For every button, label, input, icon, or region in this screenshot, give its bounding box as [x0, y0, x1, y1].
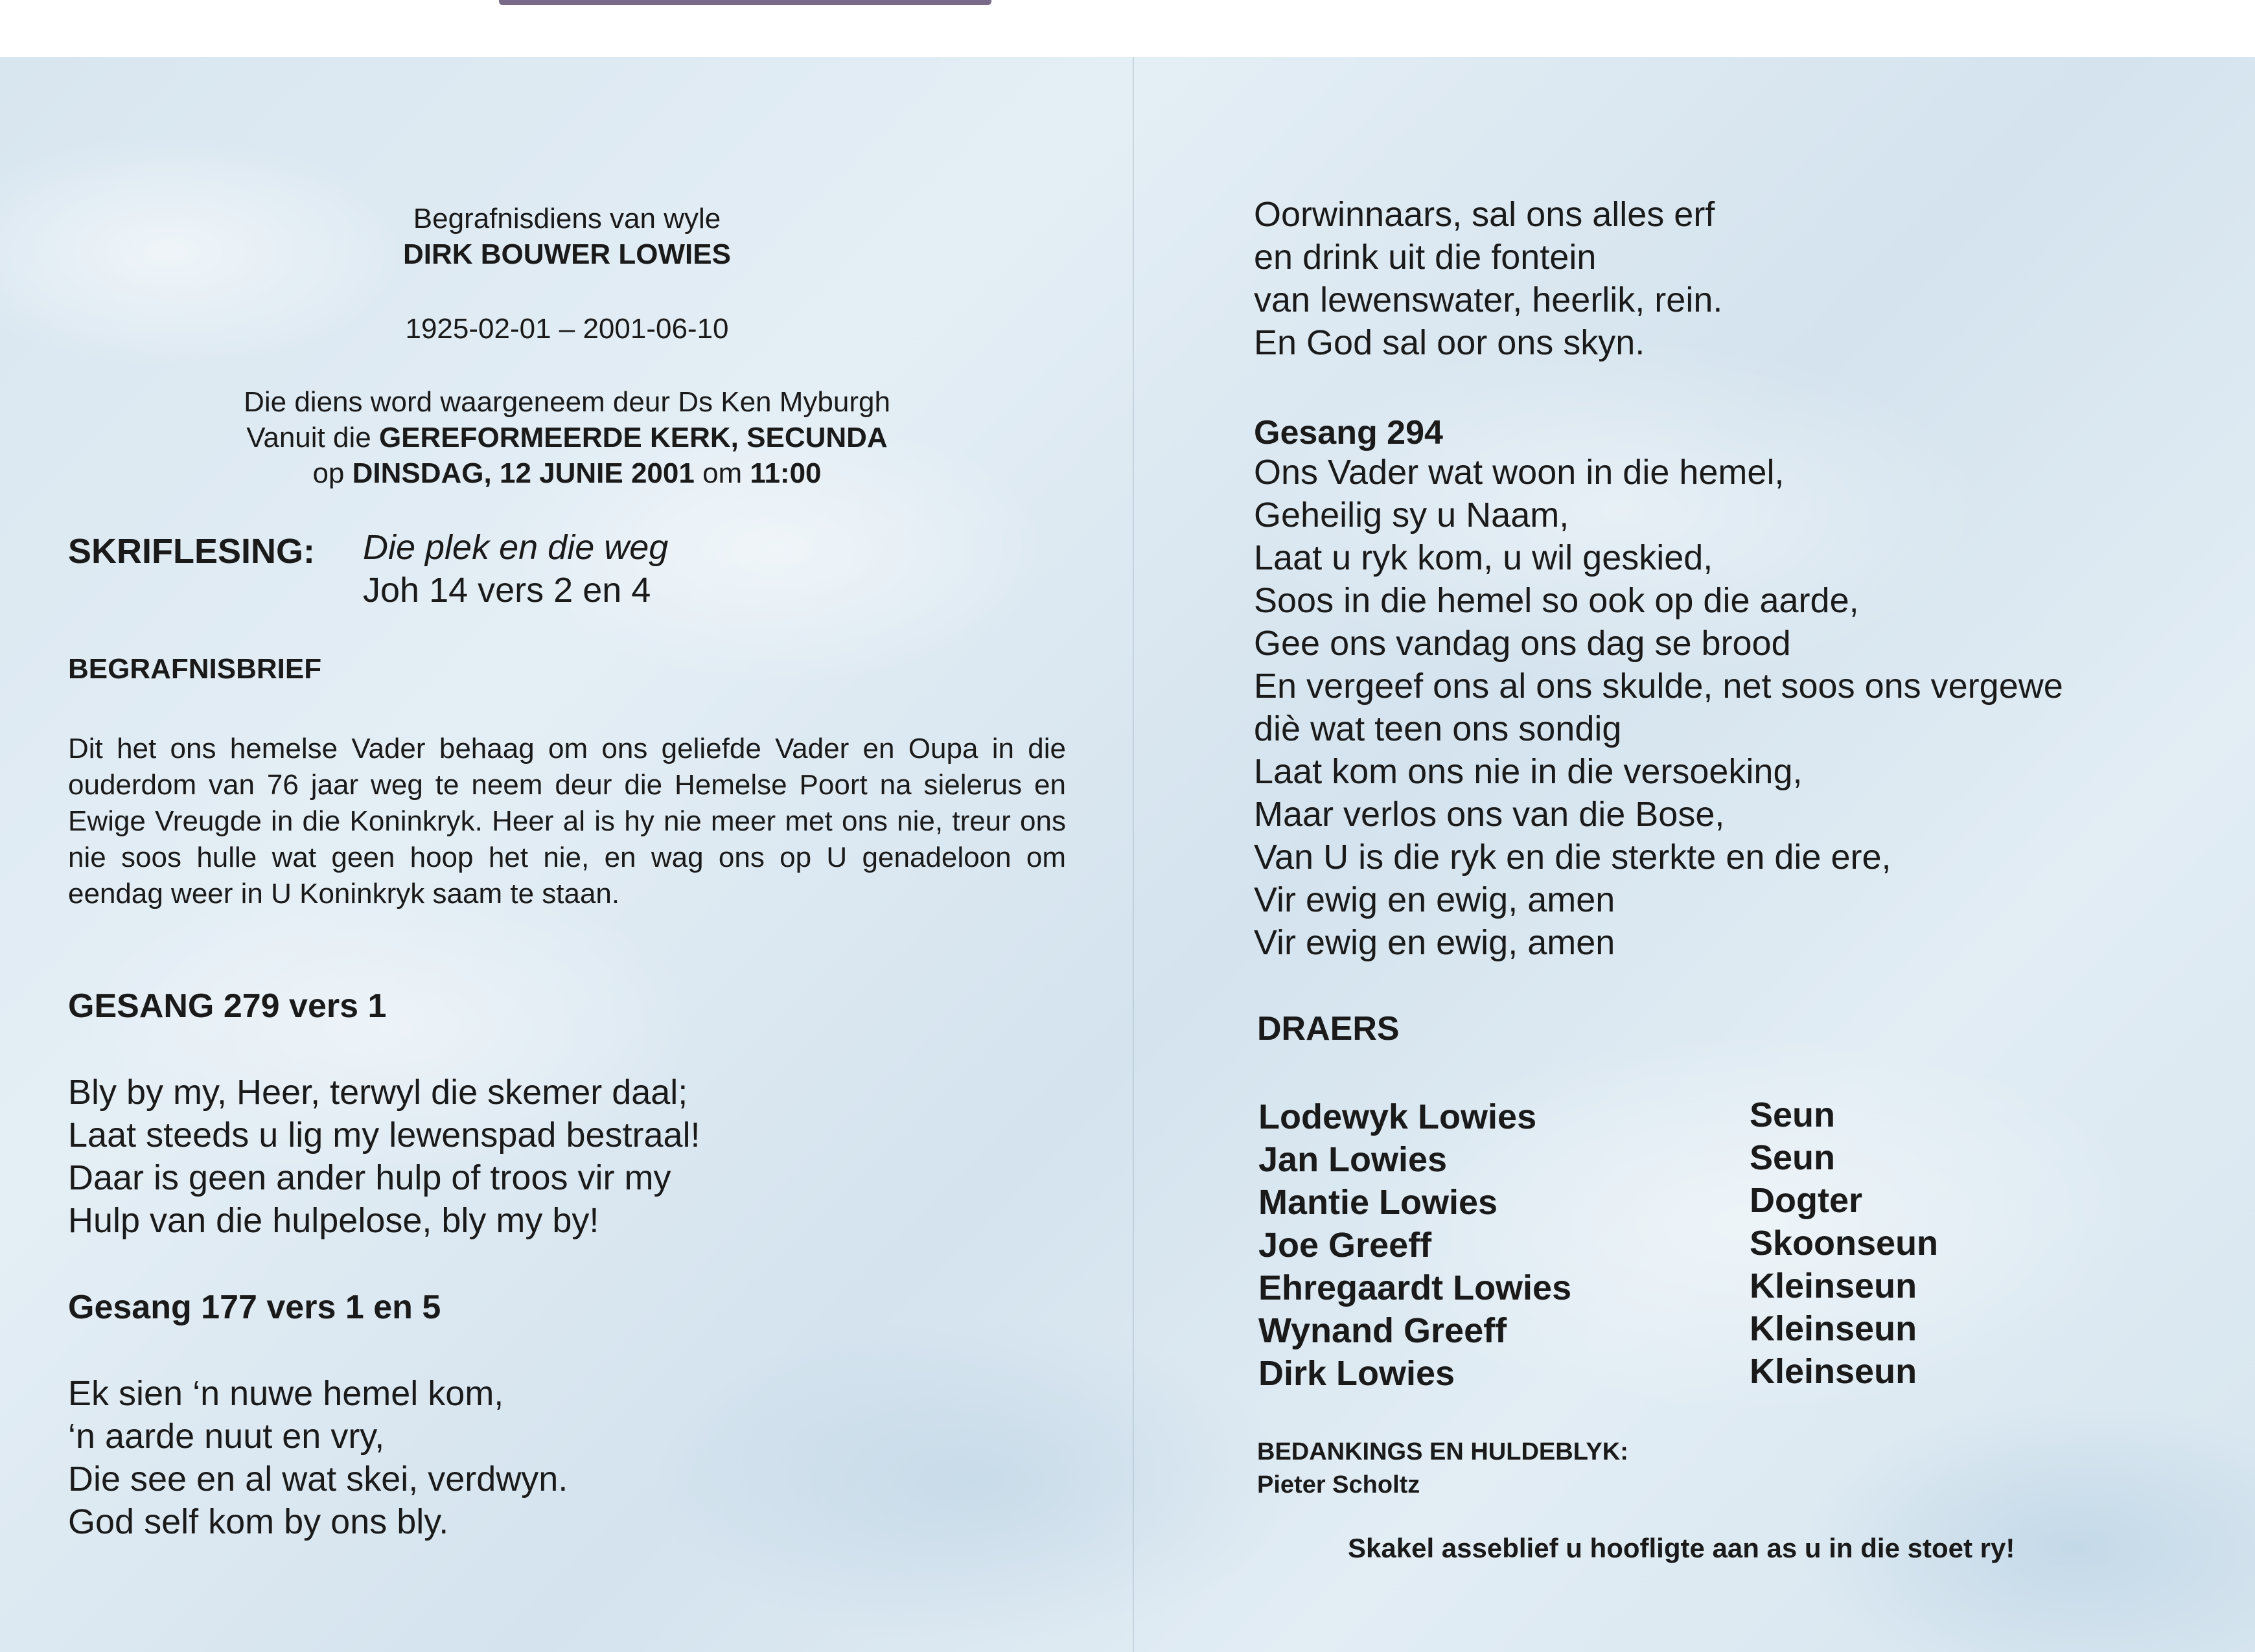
- page-fold: [1133, 57, 1134, 1652]
- bearer-name: Dirk Lowies: [1258, 1354, 1455, 1393]
- scan-margin: [0, 0, 2255, 57]
- service-date: DINSDAG, 12 JUNIE 2001: [352, 457, 695, 489]
- skriflesing-title: Die plek en die weg: [363, 528, 669, 567]
- hymn1-text: [68, 1071, 700, 1242]
- bearer-name: Lodewyk Lowies: [1258, 1097, 1537, 1136]
- thanks-heading: BEDANKINGS EN HULDEBLYK:: [1257, 1438, 1628, 1465]
- bearer-relation: Kleinseun: [1750, 1352, 1917, 1391]
- hymn-line: van lewenswater, heerlik, rein.: [1254, 281, 1723, 319]
- hymn-line: Ons Vader wat woon in die hemel,: [1254, 453, 1785, 492]
- bearer-relation: Skoonseun: [1750, 1224, 1939, 1263]
- hymn-line: Bly by my, Heer, terwyl die skemer daal;: [68, 1073, 688, 1112]
- service-time: 11:00: [750, 457, 822, 489]
- hymn2-continued: [1254, 193, 1722, 364]
- skriflesing-reference: Joh 14 vers 2 en 4: [363, 571, 651, 610]
- life-dates: 1925-02-01 – 2001-06-10: [405, 313, 729, 345]
- hymn-line: Van U is die ryk en die sterkte en die ere,: [1254, 838, 1891, 877]
- church-name: GEREFORMEERDE KERK, SECUNDA: [378, 422, 888, 453]
- scan-edge-line: [499, 0, 991, 5]
- hymn-line: Soos in die hemel so ook op die aarde,: [1254, 581, 1859, 620]
- hymn-line: Hulp van die hulpelose, bly my by!: [68, 1201, 599, 1240]
- bearer-relation: Kleinseun: [1750, 1309, 1917, 1348]
- hymn3-heading: Gesang 294: [1254, 414, 1443, 452]
- bearer-name: Wynand Greeff: [1258, 1311, 1507, 1350]
- bearers-relations: [1750, 1094, 1938, 1393]
- hymn-line: Ek sien ‘n nuwe hemel kom,: [68, 1374, 504, 1413]
- hymn-line: Vir ewig en ewig, amen: [1254, 923, 1615, 962]
- bearer-name: Joe Greeff: [1258, 1226, 1432, 1265]
- date-time-line: op DINSDAG, 12 JUNIE 2001 om 11:00: [312, 457, 822, 489]
- hymn-line: En God sal oor ons skyn.: [1254, 323, 1645, 362]
- funeral-program-sheet: [0, 57, 2255, 1652]
- brief-text: Dit het ons hemelse Vader behaag om ons geliefde Vader en Oupa in die ouderdom van 76 jaar weg te neem deur die Hemelse Poort na sielerus en Ewige Vreugde in die Koninkryk. Heer al is hy nie meer met ons nie, treur ons nie soos hulle wat geen hoop het nie, en wag ons op U genadeloon om eendag weer in U Koninkryk saam te staan.: [68, 733, 1066, 910]
- bearers-names: [1258, 1096, 1571, 1395]
- hymn-line: God self kom by ons bly.: [68, 1502, 449, 1541]
- hymn-line: Laat kom ons nie in die versoeking,: [1254, 752, 1803, 791]
- bearer-relation: Seun: [1750, 1096, 1836, 1134]
- skriflesing-label: SKRIFLESING:: [68, 532, 316, 571]
- hymn2-text: [68, 1372, 568, 1543]
- bearer-name: Mantie Lowies: [1258, 1183, 1498, 1222]
- header-intro: Begrafnisdiens van wyle: [413, 203, 721, 235]
- hymn-line: ‘n aarde nuut en vry,: [68, 1417, 385, 1456]
- hymn-line: Vir ewig en ewig, amen: [1254, 880, 1615, 919]
- bearer-name: Ehregaardt Lowies: [1258, 1268, 1572, 1307]
- hymn2-heading: Gesang 177 vers 1 en 5: [68, 1289, 441, 1326]
- deceased-name: DIRK BOUWER LOWIES: [403, 238, 731, 270]
- hymn-line: Oorwinnaars, sal ons alles erf: [1254, 195, 1715, 234]
- service-header: [68, 201, 1066, 272]
- bearer-relation: Seun: [1750, 1138, 1836, 1177]
- hymn-line: Geheilig sy u Naam,: [1254, 496, 1569, 534]
- bearer-relation: Kleinseun: [1750, 1267, 1917, 1305]
- hymn-line: Gee ons vandag ons dag se brood: [1254, 624, 1791, 663]
- hymn-line: diè wat teen ons sondig: [1254, 709, 1622, 748]
- officiant-line: Die diens word waargeneem deur Ds Ken Myburgh: [244, 386, 890, 418]
- headlights-notice: Skakel asseblief u hoofligte aan as u in die stoet ry!: [1348, 1533, 2015, 1563]
- thanks-name: Pieter Scholtz: [1257, 1471, 1420, 1498]
- hymn-line: Laat steeds u lig my lewenspad bestraal!: [68, 1116, 700, 1154]
- brief-heading: BEGRAFNISBRIEF: [68, 653, 322, 685]
- hymn-line: En vergeef ons al ons skulde, net soos ons vergewe: [1254, 667, 2063, 706]
- hymn-line: en drink uit die fontein: [1254, 238, 1597, 277]
- service-details: [68, 384, 1066, 491]
- hymn1-heading: GESANG 279 vers 1: [68, 987, 387, 1025]
- hymn-line: Daar is geen ander hulp of troos vir my: [68, 1158, 671, 1197]
- bearer-relation: Dogter: [1750, 1181, 1862, 1220]
- hymn-line: Maar verlos ons van die Bose,: [1254, 795, 1725, 834]
- hymn-line: Die see en al wat skei, verdwyn.: [68, 1460, 568, 1498]
- hymn3-text: [1254, 451, 2063, 964]
- hymn-line: Laat u ryk kom, u wil geskied,: [1254, 538, 1713, 577]
- bearers-heading: DRAERS: [1257, 1010, 1400, 1048]
- church-line: Vanuit die GEREFORMEERDE KERK, SECUNDA: [246, 422, 888, 453]
- bearer-name: Jan Lowies: [1258, 1140, 1448, 1179]
